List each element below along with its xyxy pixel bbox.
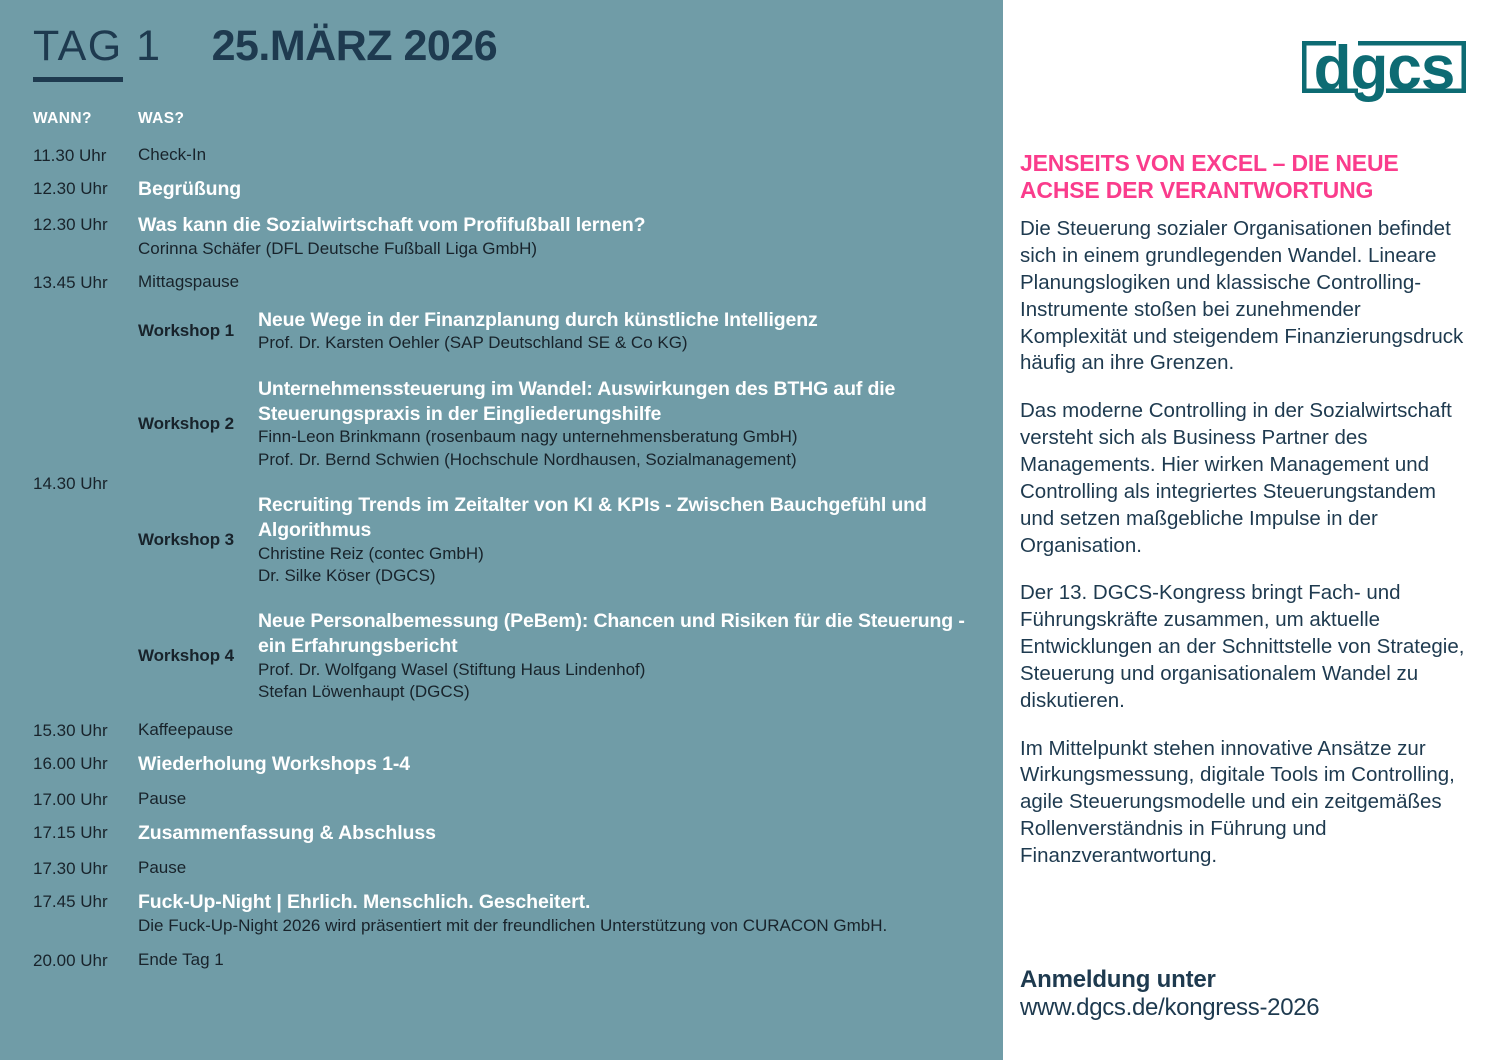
schedule-row-title: Wiederholung Workshops 1-4 bbox=[138, 753, 411, 776]
schedule-row-body bbox=[138, 949, 978, 971]
workshop-row bbox=[138, 493, 978, 587]
schedule-row-body bbox=[138, 890, 978, 937]
schedule-row-body bbox=[138, 144, 978, 166]
workshop-body bbox=[258, 609, 978, 703]
schedule-row-body bbox=[138, 271, 978, 293]
workshop-body bbox=[258, 377, 978, 471]
column-header-what: WAS? bbox=[138, 110, 185, 127]
schedule-row-time: 11.30 Uhr bbox=[33, 146, 107, 165]
day-date: 25.MÄRZ 2026 bbox=[211, 22, 498, 70]
schedule-row-title: Pause bbox=[138, 858, 187, 878]
workshop-speaker: Christine Reiz (contec GmbH) bbox=[258, 543, 484, 563]
workshop-title: Neue Personalbemessung (PeBem): Chancen und Risiken für die Steuerung - ein Erfahrungsbericht bbox=[258, 609, 965, 657]
schedule-row-time: 13.45 Uhr bbox=[33, 273, 108, 293]
schedule-row-time: 16.00 Uhr bbox=[33, 754, 108, 774]
schedule-row-body bbox=[138, 752, 978, 777]
schedule-row bbox=[33, 857, 978, 879]
info-paragraph: Die Steuerung sozialer Organisationen befindet sich in einem grundlegenden Wandel. Lineare Planungslogiken und klassische Controlling-Instrumente stoßen bei zunehmender Komplexität und steigendem Finanzierungsdruck häufig an ihre Grenzen. bbox=[1020, 217, 1464, 375]
schedule-row bbox=[33, 788, 978, 810]
schedule-row-time: 12.30 Uhr bbox=[33, 179, 108, 199]
schedule-rows-morning bbox=[33, 144, 978, 294]
schedule-row-time: 17.15 Uhr bbox=[33, 823, 108, 843]
schedule-row-body bbox=[138, 177, 978, 202]
schedule-row-title: Mittagspause bbox=[138, 272, 240, 292]
schedule-row-body bbox=[138, 821, 978, 846]
workshop-body bbox=[258, 308, 978, 355]
schedule-row-title: Check-In bbox=[138, 145, 207, 164]
workshop-title: Neue Wege in der Finanzplanung durch künstliche Intelligenz bbox=[258, 308, 818, 331]
workshop-label: Workshop 2 bbox=[138, 413, 234, 433]
schedule-row-time: 20.00 Uhr bbox=[33, 950, 108, 970]
column-header-when: WANN? bbox=[33, 110, 92, 127]
schedule-row bbox=[33, 752, 978, 777]
schedule-row-title: Zusammenfassung & Abschluss bbox=[138, 822, 436, 845]
registration-cta bbox=[1020, 967, 1472, 1022]
workshop-title: Unternehmenssteuerung im Wandel: Auswirkungen des BTHG auf die Steuerungspraxis in der Eingliederungshilfe bbox=[258, 377, 896, 425]
workshop-row bbox=[138, 609, 978, 703]
schedule-row-title: Begrüßung bbox=[138, 178, 242, 201]
schedule-row-time: 15.30 Uhr bbox=[33, 720, 108, 740]
workshop-speaker: Prof. Dr. Karsten Oehler (SAP Deutschland SE & Co KG) bbox=[258, 333, 688, 353]
schedule-row bbox=[33, 213, 978, 260]
schedule-list bbox=[33, 144, 978, 982]
schedule-row-title: Fuck-Up-Night | Ehrlich. Menschlich. Gescheitert. bbox=[138, 891, 591, 914]
workshop-label: Workshop 1 bbox=[138, 321, 234, 341]
info-paragraph: Das moderne Controlling in der Sozialwirtschaft versteht sich als Business Partner des Managements. Hier wirken Management und Controlling als integriertes Steuerungstandem und setzen maßgebliche Impulse in der Organisation. bbox=[1020, 399, 1452, 557]
info-paragraph: Der 13. DGCS-Kongress bringt Fach- und Führungskräfte zusammen, um aktuelle Entwicklungen an der Schnittstelle von Strategie, Steuerung und organisationalem Wandel zu diskutieren. bbox=[1020, 581, 1465, 712]
info-content bbox=[1020, 150, 1472, 891]
workshop-label: Workshop 4 bbox=[138, 645, 234, 665]
schedule-row bbox=[33, 949, 978, 971]
workshop-speaker: Prof. Dr. Wolfgang Wasel (Stiftung Haus Lindenhof) bbox=[258, 659, 646, 679]
schedule-row-body bbox=[138, 857, 978, 879]
schedule-row-time: 17.30 Uhr bbox=[33, 859, 108, 879]
schedule-row-body bbox=[138, 213, 978, 260]
info-panel bbox=[1003, 0, 1500, 1060]
schedule-rows-afternoon bbox=[33, 719, 978, 971]
registration-label: Anmeldung unter bbox=[1020, 966, 1216, 993]
schedule-row bbox=[33, 821, 978, 846]
schedule-row-subtitle: Die Fuck-Up-Night 2026 wird präsentiert mit der freundlichen Unterstützung von CURACON GmbH. bbox=[138, 916, 888, 936]
schedule-row bbox=[33, 271, 978, 293]
svg-text:dgcs: dgcs bbox=[1313, 34, 1455, 103]
schedule-row-subtitle: Corinna Schäfer (DFL Deutsche Fußball Liga GmbH) bbox=[138, 239, 538, 259]
workshop-body bbox=[258, 493, 978, 587]
workshop-speaker: Finn-Leon Brinkmann (rosenbaum nagy unternehmensberatung GmbH) bbox=[258, 427, 798, 447]
schedule-row-title: Was kann die Sozialwirtschaft vom Profifußball lernen? bbox=[138, 214, 646, 237]
workshop-label: Workshop 3 bbox=[138, 529, 234, 549]
schedule-row-body bbox=[138, 719, 978, 741]
schedule-row bbox=[33, 144, 978, 166]
info-paragraphs bbox=[1020, 216, 1472, 870]
schedule-row bbox=[33, 177, 978, 202]
schedule-row-time: 17.00 Uhr bbox=[33, 790, 108, 810]
info-headline: JENSEITS VON EXCEL – DIE NEUE ACHSE DER VERANTWORTUNG bbox=[1020, 150, 1399, 204]
schedule-row-title: Pause bbox=[138, 789, 187, 809]
workshop-speaker: Prof. Dr. Bernd Schwien (Hochschule Nordhausen, Sozialmanagement) bbox=[258, 449, 797, 469]
schedule-row-title: Kaffeepause bbox=[138, 719, 234, 739]
workshop-block bbox=[33, 308, 978, 703]
dgcs-logo bbox=[1300, 27, 1468, 107]
workshop-row bbox=[138, 377, 978, 471]
workshop-list bbox=[138, 308, 978, 703]
schedule-row-time: 12.30 Uhr bbox=[33, 215, 108, 235]
schedule-row-title: Ende Tag 1 bbox=[138, 949, 224, 969]
info-paragraph: Im Mittelpunkt stehen innovative Ansätze zur Wirkungsmessung, digitale Tools im Controlling, agile Steuerungsmodelle und ein zeitgemäßes Rollenverständnis in Führung und Finanzverantwortung. bbox=[1020, 736, 1455, 867]
workshop-block-time: 14.30 Uhr bbox=[33, 473, 108, 493]
day-header bbox=[33, 22, 498, 82]
workshop-speaker: Stefan Löwenhaupt (DGCS) bbox=[258, 681, 470, 701]
workshop-title: Recruiting Trends im Zeitalter von KI & KPIs - Zwischen Bauchgefühl und Algorithmus bbox=[258, 493, 927, 541]
tag-group bbox=[33, 22, 162, 82]
schedule-row bbox=[33, 890, 978, 937]
schedule-row bbox=[33, 719, 978, 741]
workshop-speaker: Dr. Silke Köser (DGCS) bbox=[258, 565, 436, 585]
day-label: TAG 1 bbox=[33, 22, 162, 70]
schedule-row-time: 17.45 Uhr bbox=[33, 892, 108, 912]
day-underline-rule bbox=[33, 77, 123, 82]
schedule-row-body bbox=[138, 788, 978, 810]
registration-url[interactable]: www.dgcs.de/kongress-2026 bbox=[1020, 993, 1320, 1021]
workshop-row bbox=[138, 308, 978, 355]
